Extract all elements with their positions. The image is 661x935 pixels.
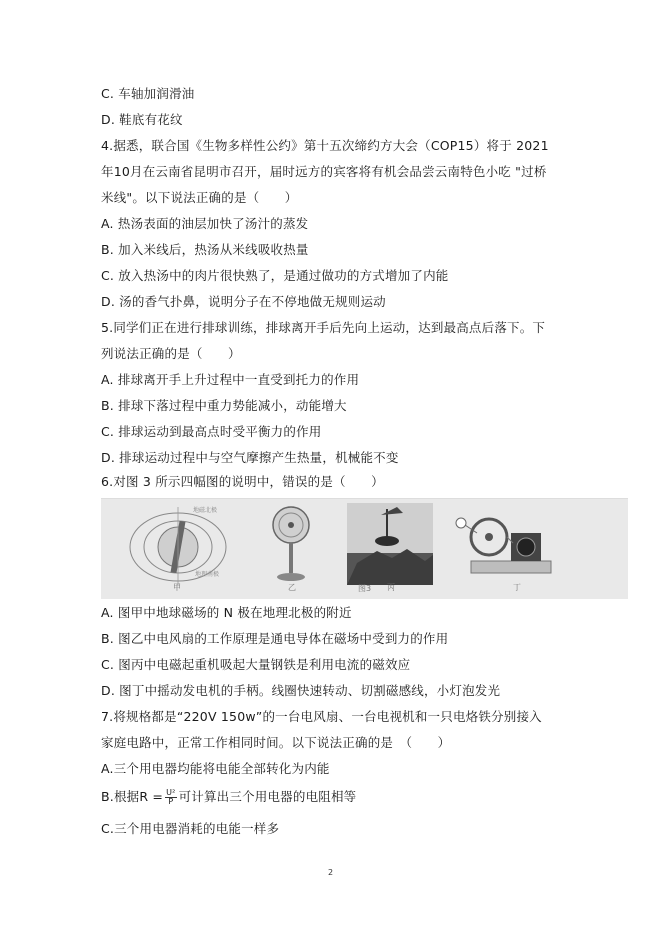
question-5-option-d: D. 排球运动过程中与空气摩擦产生热量，机械能不变 (101, 450, 399, 465)
earth-label-top: 地磁北极 (193, 507, 218, 514)
figure-3 (101, 498, 628, 599)
question-5-option-b: B. 排球下落过程中重力势能减小，动能增大 (101, 398, 347, 413)
question-6-option-d: D. 图丁中摇动发电机的手柄。线圈快速转动、切割磁感线，小灯泡发光 (101, 683, 501, 698)
electric-fan-image (261, 503, 321, 585)
figure-label-ding: 丁 (513, 583, 521, 592)
question-7-option-b (101, 789, 631, 806)
question-4-option-d: D. 汤的香气扑鼻，说明分子在不停地做无规则运动 (101, 294, 386, 309)
question-4-option-b: B. 加入米线后，热汤从米线吸收热量 (101, 242, 309, 257)
question-7-line-1: 7.将规格都是“220V 150w”的一台电风扇、一台电视机和一只电烙铁分别接入 (101, 709, 542, 724)
formula-denominator: P (168, 797, 174, 806)
question-7-option-a: A.三个用电器均能将电能全部转化为内能 (101, 761, 330, 776)
hand-crank-generator-image (451, 503, 561, 585)
electromagnetic-crane-image (347, 503, 433, 585)
question-4-line-3: 米线"。以下说法正确的是（ ） (101, 190, 298, 205)
page-number: 2 (327, 868, 334, 877)
question-7-option-c: C.三个用电器消耗的电能一样多 (101, 821, 280, 836)
formula-numerator: U² (166, 788, 176, 797)
question-4-line-2: 年10月在云南省昆明市召开，届时远方的宾客将有机会品尝云南特色小吃 "过桥 (101, 164, 547, 179)
resistance-formula-fraction (165, 789, 176, 806)
question-5-option-a: A. 排球离开手上升过程中一直受到托力的作用 (101, 372, 360, 387)
question-7-option-b-suffix: 可计算出三个用电器的电阻相等 (178, 789, 357, 804)
figure-panel-yi (261, 503, 321, 585)
question-5-line-2: 列说法正确的是（ ） (101, 346, 241, 361)
earth-label-bottom: 地理南极 (195, 571, 220, 578)
figure-label-jia: 甲 (173, 583, 181, 592)
figure-caption: 图3 (358, 584, 372, 593)
line-c-axle: C. 车轴加润滑油 (101, 86, 195, 101)
question-5-option-c: C. 排球运动到最高点时受平衡力的作用 (101, 424, 322, 439)
figure-label-yi: 乙 (288, 583, 296, 592)
question-4-line-1: 4.据悉，联合国《生物多样性公约》第十五次缔约方大会（COP15）将于 2021 (101, 138, 549, 153)
figure-label-bing: 丙 (387, 583, 395, 592)
question-7-line-2: 家庭电路中，正常工作相同时间。以下说法正确的是 （ ） (101, 735, 451, 750)
figure-panel-jia (123, 503, 233, 585)
question-6: 6.对图 3 所示四幅图的说明中，错误的是（ ） (101, 474, 384, 489)
figure-panel-ding (451, 503, 561, 585)
question-6-option-b: B. 图乙中电风扇的工作原理是通电导体在磁场中受到力的作用 (101, 631, 449, 646)
question-7-option-b-prefix: B.根据R = (101, 789, 164, 804)
question-4-option-c: C. 放入热汤中的肉片很快熟了，是通过做功的方式增加了内能 (101, 268, 449, 283)
question-6-option-c: C. 图丙中电磁起重机吸起大量钢铁是利用电流的磁效应 (101, 657, 411, 672)
figure-panel-bing (347, 503, 433, 585)
question-5-line-1: 5.同学们正在进行排球训练，排球离开手后先向上运动，达到最高点后落下。下 (101, 320, 546, 335)
question-6-option-a: A. 图甲中地球磁场的 N 极在地理北极的附近 (101, 605, 352, 620)
question-4-option-a: A. 热汤表面的油层加快了汤汁的蒸发 (101, 216, 309, 231)
line-d-shoe: D. 鞋底有花纹 (101, 112, 183, 127)
